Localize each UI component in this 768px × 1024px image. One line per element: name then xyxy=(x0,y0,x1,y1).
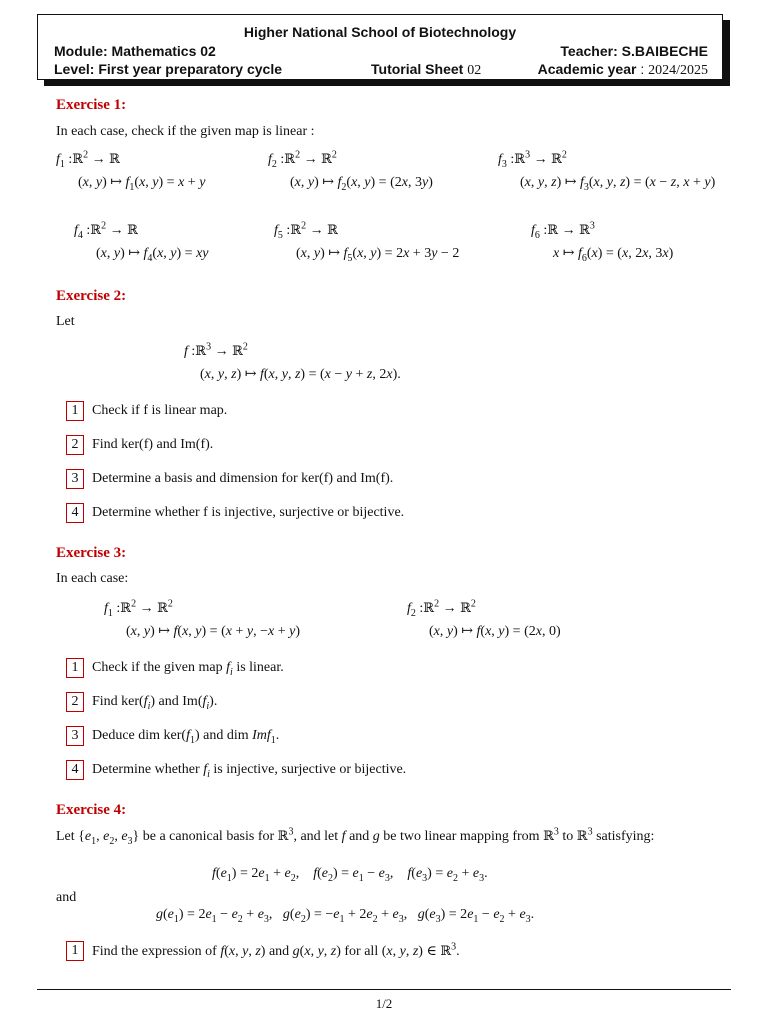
map-f2: $f_2$ :ℝ$^2$ → ℝ$^2$ (x, y) ↦ $f_2(x$, y) = (2x, 3y) xyxy=(268,149,433,193)
and-word: and xyxy=(56,890,77,905)
footer-rule xyxy=(37,989,731,990)
level-info: Level: First year preparatory cycle xyxy=(54,61,283,77)
exercise-4-title: Exercise 4: xyxy=(56,802,127,818)
map-f-ex2: f :ℝ$^3$ → ℝ$^2$ (x, y, z) ↦ f(x, y, z) = (x − y + z, 2x). xyxy=(184,341,401,382)
ex3-question-3: 3 Deduce dim $ker(f_1)$ and dim Imf$_1$. xyxy=(66,726,279,746)
exercise-4-intro: Let {$e_1$, $e_2$, $e_3$} be a canonical basis for ℝ$^3$, and let f and g be two linear mapping from ℝ$^3$ to ℝ$^3$ satisfying: xyxy=(56,826,655,847)
school-name: Higher National School of Biotechnology xyxy=(243,24,517,40)
year-info: Academic year : 2024/2025 xyxy=(537,61,708,78)
map-f6: $f_6$ :ℝ → ℝ$^3$ x ↦ $f_6(x) = (x$, 2x, 3x) xyxy=(531,220,674,264)
sheet-info: Tutorial Sheet 02 xyxy=(371,61,482,78)
g-definition: $g(e_1) = 2e_1 - e_2 + e_3$, $g(e_2) = -e_1 + 2e_2 + e_3$, $g(e_3) = 2e_1 - e_2 + e_3$. xyxy=(156,907,535,925)
map-f5: $f_5$ :ℝ$^2$ → ℝ (x, y) ↦ $f_5(x$, y) = 2x + 3y − 2 xyxy=(274,220,460,264)
map-f4: $f_4$ :ℝ$^2$ → ℝ (x, y) ↦ $f_4(x$, y) = xy xyxy=(74,220,209,264)
ex3-question-4: 4 Determine whether $f_i$ is injective, surjective or bijective. xyxy=(66,760,406,780)
ex2-question-2: 2 Find ker(f) and Im(f). xyxy=(66,435,213,455)
ex3-question-1: 1 Check if the given map $f_i$ is linear. xyxy=(66,658,284,678)
page-number: 1/2 xyxy=(375,996,393,1011)
ex2-question-4: 4 Determine whether f is injective, surjective or bijective. xyxy=(66,503,404,523)
ex4-question-1: 1 Find the expression of f(x, y, z) and g(x, y, z) for all (x, y, z) ∈ ℝ$^3$. xyxy=(66,941,460,961)
exercise-2-title: Exercise 2: xyxy=(56,288,127,304)
exercise-1-intro: In each case, check if the given map is linear : xyxy=(56,124,315,139)
map-f1: $f_1$ :ℝ$^2$ → ℝ (x, y) ↦ $f_1(x$, y) = x + y xyxy=(56,149,206,193)
map-f2-ex3: $f_2$ :ℝ$^2$ → ℝ$^2$ (x, y) ↦ f(x, y) = (2x, 0) xyxy=(407,598,561,639)
header-box xyxy=(37,14,723,80)
exercise-1-title: Exercise 1: xyxy=(56,97,127,113)
map-f1-ex3: $f_1$ :ℝ$^2$ → ℝ$^2$ (x, y) ↦ f(x, y) = (x + y, −x + y) xyxy=(104,598,301,639)
ex2-question-1: 1 Check if f is linear map. xyxy=(66,401,227,421)
exercise-3-title: Exercise 3: xyxy=(56,545,127,561)
exercise-2-intro: Let xyxy=(56,314,75,329)
f-definition: $f(e_1) = 2e_1 + e_2$, $f(e_2) = e_1 - e_3$, $f(e_3) = e_2 + e_3$. xyxy=(212,866,488,884)
teacher-info: Teacher: S.BAIBECHE xyxy=(560,43,708,59)
exercise-3-intro: In each case: xyxy=(56,571,129,586)
ex2-question-3: 3 Determine a basis and dimension for ker(f) and Im(f). xyxy=(66,469,393,489)
map-f3: $f_3$ :ℝ$^3$ → ℝ$^2$ (x, y, z) ↦ $f_3(x$, y, z) = (x − z, x + y) xyxy=(498,149,716,193)
ex3-question-2: 2 Find $ker(f_i)$ and $Im(f_i)$. xyxy=(66,692,217,712)
module-info: Module: Mathematics 02 xyxy=(54,43,216,59)
